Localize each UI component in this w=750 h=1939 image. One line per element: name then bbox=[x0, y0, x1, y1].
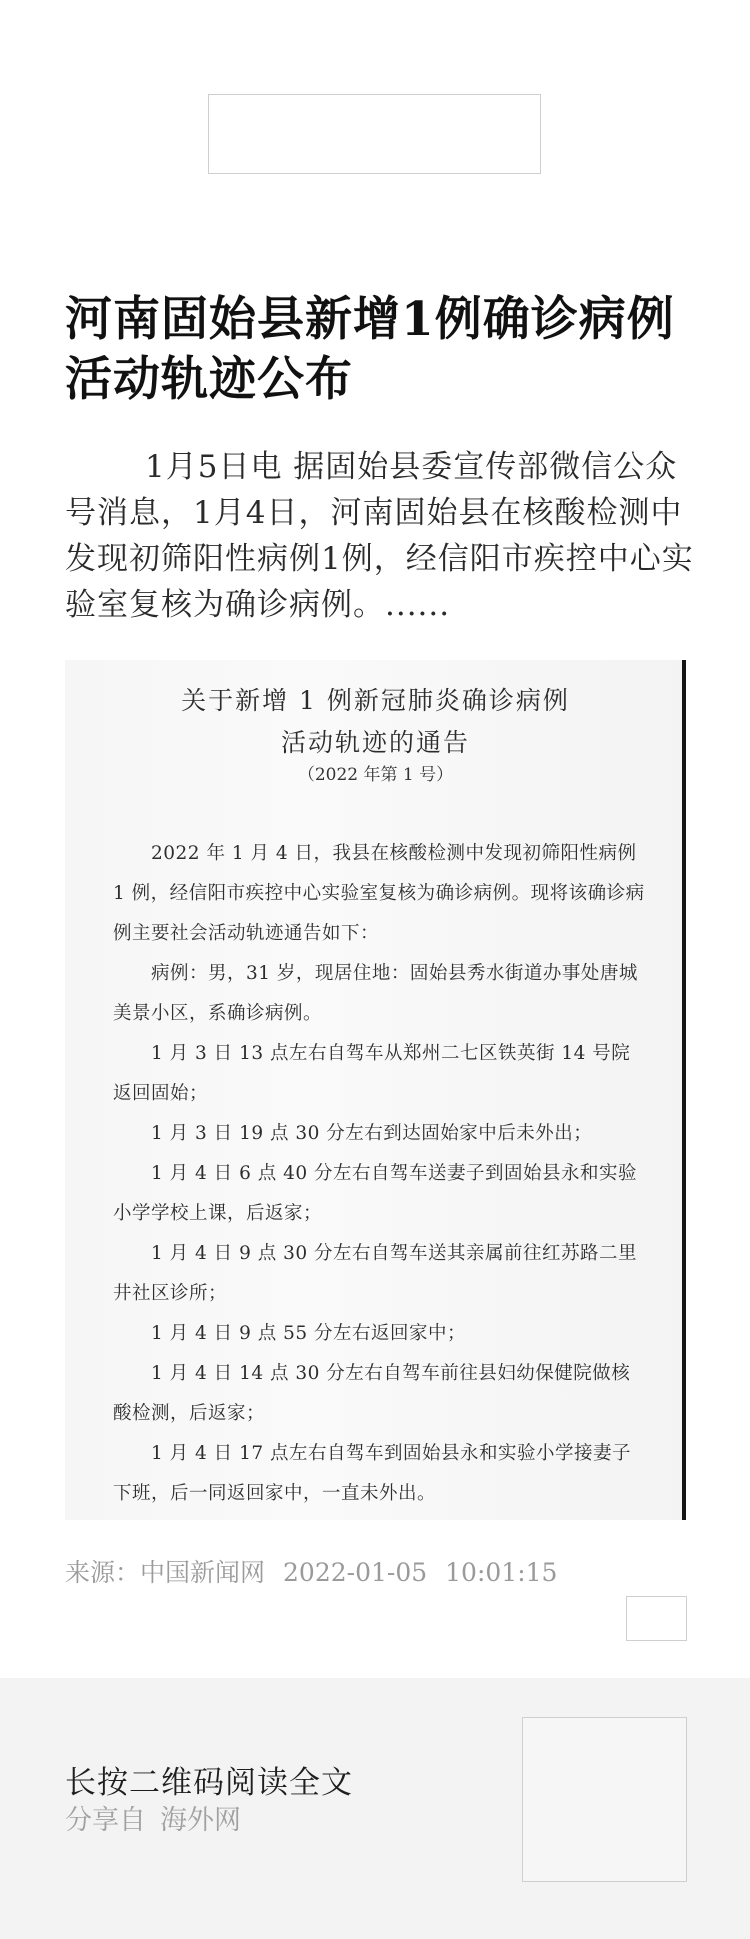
document-body bbox=[113, 834, 648, 1514]
site-logo-placeholder bbox=[208, 94, 541, 174]
footer-cta: 长按二维码阅读全文 bbox=[65, 1765, 353, 1801]
document-paragraph: 1 月 4 日 6 点 40 分左右自驾车送妻子到固始县永和实验小学学校上课，后返家； bbox=[113, 1163, 638, 1224]
document-number: （2022 年第 1 号） bbox=[297, 765, 454, 785]
notice-document-image bbox=[65, 660, 686, 1520]
publish-time: 10:01:15 bbox=[445, 1558, 558, 1587]
source-label: 来源：中国新闻网 bbox=[65, 1558, 266, 1587]
document-title bbox=[65, 680, 686, 764]
document-title-line1: 关于新增 1 例新冠肺炎确诊病例 bbox=[181, 686, 570, 715]
share-site: 海外网 bbox=[160, 1805, 241, 1836]
document-paragraph: 1 月 3 日 19 点 30 分左右到达固始家中后未外出； bbox=[151, 1123, 593, 1144]
article-meta bbox=[65, 1556, 705, 1590]
share-prefix: 分享自 bbox=[65, 1805, 146, 1836]
document-paragraph: 1 月 4 日 9 点 30 分左右自驾车送其亲属前往红苏路二里井社区诊所； bbox=[113, 1243, 638, 1304]
document-paragraph: 1 月 4 日 9 点 55 分左右返回家中； bbox=[151, 1323, 467, 1344]
document-paragraph: 1 月 4 日 14 点 30 分左右自驾车前往县妇幼保健院做核酸检测，后返家； bbox=[113, 1363, 631, 1424]
document-paragraph: 1 月 3 日 13 点左右自驾车从郑州二七区铁英街 14 号院返回固始； bbox=[113, 1043, 631, 1104]
qr-code[interactable] bbox=[522, 1717, 687, 1882]
document-title-line2: 活动轨迹的通告 bbox=[280, 728, 470, 757]
publish-date: 2022-01-05 bbox=[283, 1558, 428, 1587]
document-paragraph: 病例：男，31 岁，现居住地：固始县秀水街道办事处唐城美景小区，系确诊病例。 bbox=[113, 963, 638, 1024]
article-summary: 1月5日电 据固始县委宣传部微信公众号消息，1月4日，河南固始县在核酸检测中发现初筛阳性病例1例，经信阳市疾控中心实验室复核为确诊病例。...... bbox=[65, 449, 694, 623]
share-logo-placeholder[interactable] bbox=[626, 1596, 687, 1641]
document-paragraph: 1 月 4 日 17 点左右自驾车到固始县永和实验小学接妻子下班，后一同返回家中，一直未外出。 bbox=[113, 1443, 631, 1504]
document-paragraph: 2022 年 1 月 4 日，我县在核酸检测中发现初筛阳性病例 1 例，经信阳市疾控中心实验室复核为确诊病例。现将该确诊病例主要社会活动轨迹通告如下： bbox=[113, 843, 645, 944]
article-headline: 河南固始县新增1例确诊病例活动轨迹公布 bbox=[65, 292, 675, 407]
footer-share-line bbox=[65, 1803, 255, 1839]
